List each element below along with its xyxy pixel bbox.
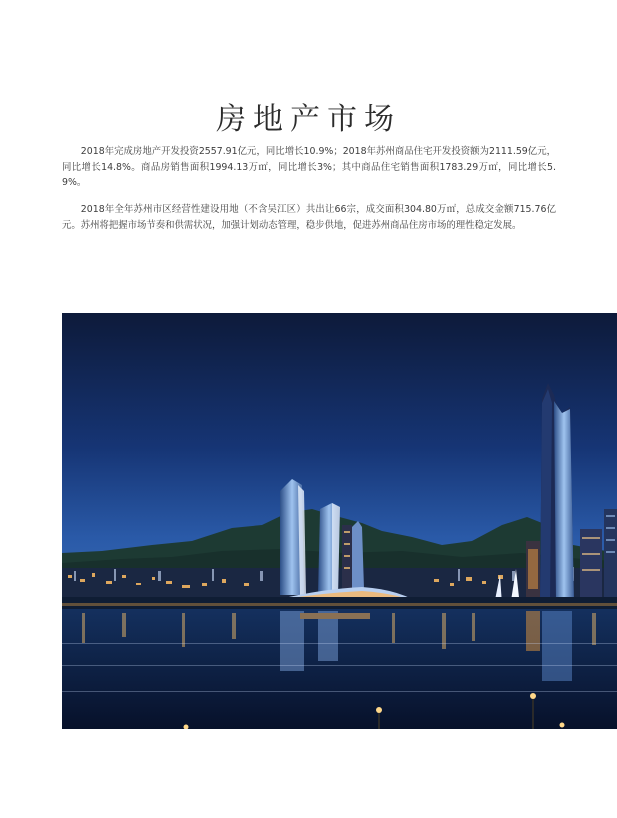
paragraph-land-supply: 2018年全年苏州市区经营性建设用地（不含吴江区）共出让66宗，成交面积304.80万㎡，总成交金额715.76亿元。苏州将把握市场节奏和供需状况，加强计划动态管理，稳步供地，促进苏州商品住房市场的理性稳定发展。: [62, 204, 556, 231]
page-title: 房地产市场: [216, 102, 401, 138]
paragraph-investment: 2018年完成房地产开发投资2557.91亿元，同比增长10.9%；2018年苏州商品住宅开发投资额为2111.59亿元，同比增长14.8%。商品房销售面积1994.13万㎡，同比增长3%；其中商品住宅销售面积1783.29万㎡，同比增长5.9%。: [62, 146, 556, 189]
city-skyline-photo: [62, 313, 617, 729]
